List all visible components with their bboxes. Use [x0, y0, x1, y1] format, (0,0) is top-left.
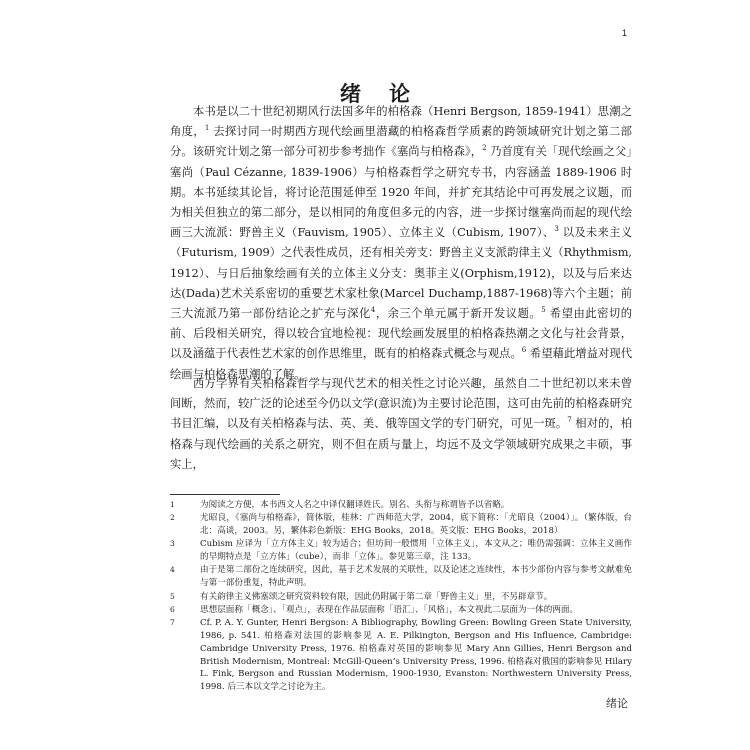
footnote-text: Cubism 应译为「立方体主义」较为适合；但坊间一般惯用「立体主义」，本文从之；唯仍需强调：立体主义画作的早期特点是「立方体」（cube），而非「立体」。参见第三章，注 133。 [200, 539, 632, 563]
footnote-text: 有关韵律主义佛塞颂之研究资料较有限，因此仍附属于第二章「野兽主义」里，不另辟章节。 [200, 591, 553, 602]
p1-text-6: 希望由此密切的前、后段相关研究，得以较合宜地检视：现代绘画发展里的柏格森热潮之文化与社会背景，以及涵蕴于代表性艺术家的创作思维里，既有的柏格森式概念与观点。 [170, 307, 632, 361]
p1-text-7: 希望藉此增益对现代绘画与柏格森思潮的了解。 [170, 347, 632, 381]
p1-text-4: 以及未来主义（Futurism, 1909）之代表性成员，还有相关旁支：野兽主义支派韵律主义（Rhythmism, 1912）、与日后抽象绘画有关的立体主义分支：奥菲主义(Orphism,1912)，以及与后来达达(Dada)艺术关系密切的重要艺术家杜象(Marcel Duchamp,1887-1968)等六个主题；前三大流派乃第一部份结论之扩充与深化 [170, 226, 632, 321]
footnotes [170, 499, 632, 694]
body-paragraph-2 [170, 374, 632, 475]
footnote-number: 3 [170, 539, 175, 549]
footnote-ref-3[interactable]: 3 [554, 225, 559, 234]
footnote-item [170, 564, 632, 590]
footnote-text: 为阅读之方便，本书西文人名之中译仅翻译姓氏。别名、头衔与称谓皆予以省略。 [200, 500, 510, 510]
footnote-text: 由于是第二部份之连续研究，因此，基于艺术发展的关联性，以及论述之连续性，本书少部份内容与参考文献难免与第一部份重复，特此声明。 [200, 565, 632, 589]
p2-text-2: 相对的，柏格森与现代绘画的关系之研究，则不但在质与量上，均远不及文学领域研究成果之丰硕，事实上， [170, 417, 632, 471]
footnote-item [170, 604, 632, 617]
footnote-divider [170, 494, 280, 495]
footnote-number: 2 [170, 513, 175, 523]
chapter-title: 绪论 [340, 82, 438, 107]
footnote-ref-1[interactable]: 1 [204, 124, 210, 133]
footnote-number: 6 [170, 604, 175, 614]
footnote-text: Cf. P. A. Y. Gunter, Henri Bergson: A Bibliography, Bowling Green: Bowling Green State University, 1986, p. 541. 柏格森对法国的影响参见 A. E. Pilkington, Bergson and His Influence, Cambridge: Cambridge University Press, 1976. 柏格森对英国的影响参见 Mary Ann Gillies, Henri Bergson and British Modernism, Montreal: McGill-Queen’s University Press, 1996. 柏格森对俄国的影响参见 Hilary L. Fink, Bergson and Russian Modernism, 1900-1930, Evanston: Northwestern University Press, 1998. 后三本以文学之讨论为主。 [200, 618, 632, 693]
body-paragraph-1 [170, 102, 632, 385]
footnote-ref-6[interactable]: 6 [521, 346, 527, 355]
footnote-ref-5[interactable]: 5 [541, 306, 546, 315]
footnote-ref-2[interactable]: 2 [482, 144, 487, 153]
p2-text-1: 西方学界有关柏格森哲学与现代艺术的相关性之讨论兴趣，虽然自二十世纪初以来未曾间断，然而，较广泛的论述至今仍以文学(意识流)为主要讨论范围，这可由先前的柏格森研究书目汇编，以及有关柏格森与法、英、美、俄等国文学的专门研究，可见一斑。 [170, 377, 632, 431]
footnote-ref-4[interactable]: 4 [370, 306, 376, 315]
footnote-number: 1 [170, 500, 175, 509]
footnote-number: 7 [170, 618, 175, 628]
p1-text-2: 去探讨同一时期西方现代绘画里潜藏的柏格森哲学质素的跨领域研究计划之第二部分。该研究计划之第一部分可初步参考拙作《塞尚与柏格森》， [170, 125, 632, 159]
page-number: 1 [622, 28, 628, 38]
footnote-item [170, 591, 632, 604]
footnote-text: 思想层面称「概念」、「观点」，表现在作品层面称「语汇」、「风格」，本文视此二层面为一体的两面。 [200, 604, 579, 615]
footnote-item [170, 499, 632, 512]
p1-text-5: ，余三个单元属于新开发议题。 [375, 307, 542, 321]
footnote-text: 尤昭良，《塞尚与柏格森》，简体版，桂林：广西师范大学，2004，底下简称：「尤昭良（2004）」。（繁体版，台北：高谈，2003。另，繁体彩色新版：EHG Books，2018。英文版：EHG Books，2018） [200, 513, 632, 537]
footnote-item [170, 538, 632, 564]
p1-text-3: 乃首度有关「现代绘画之父」塞尚（Paul Cézanne, 1839-1906）与柏格森哲学之研究专书，内容涵盖 1889-1906 时期。本书延续其论旨，将讨论范围延伸至 1920 年间，并扩充其结论中可再发展之议题，而为相关但独立的第二部分，是以相同的角度但多元的内容，进一步探讨继塞尚而起的现代绘画三大流派：野兽主义（Fauvism, 1905）、立体主义（Cubism, 1907）、 [170, 145, 632, 240]
footnote-item [170, 512, 632, 538]
footnote-number: 4 [170, 565, 175, 575]
footnote-ref-7[interactable]: 7 [567, 416, 572, 425]
footnote-number: 5 [170, 591, 175, 601]
running-footer: 绪论 [606, 697, 628, 710]
p1-text-1: 本书是以二十世纪初期风行法国多年的柏格森（Henri Bergson, 1859-1941）思潮之角度， [170, 105, 632, 139]
footnote-item [170, 617, 632, 694]
